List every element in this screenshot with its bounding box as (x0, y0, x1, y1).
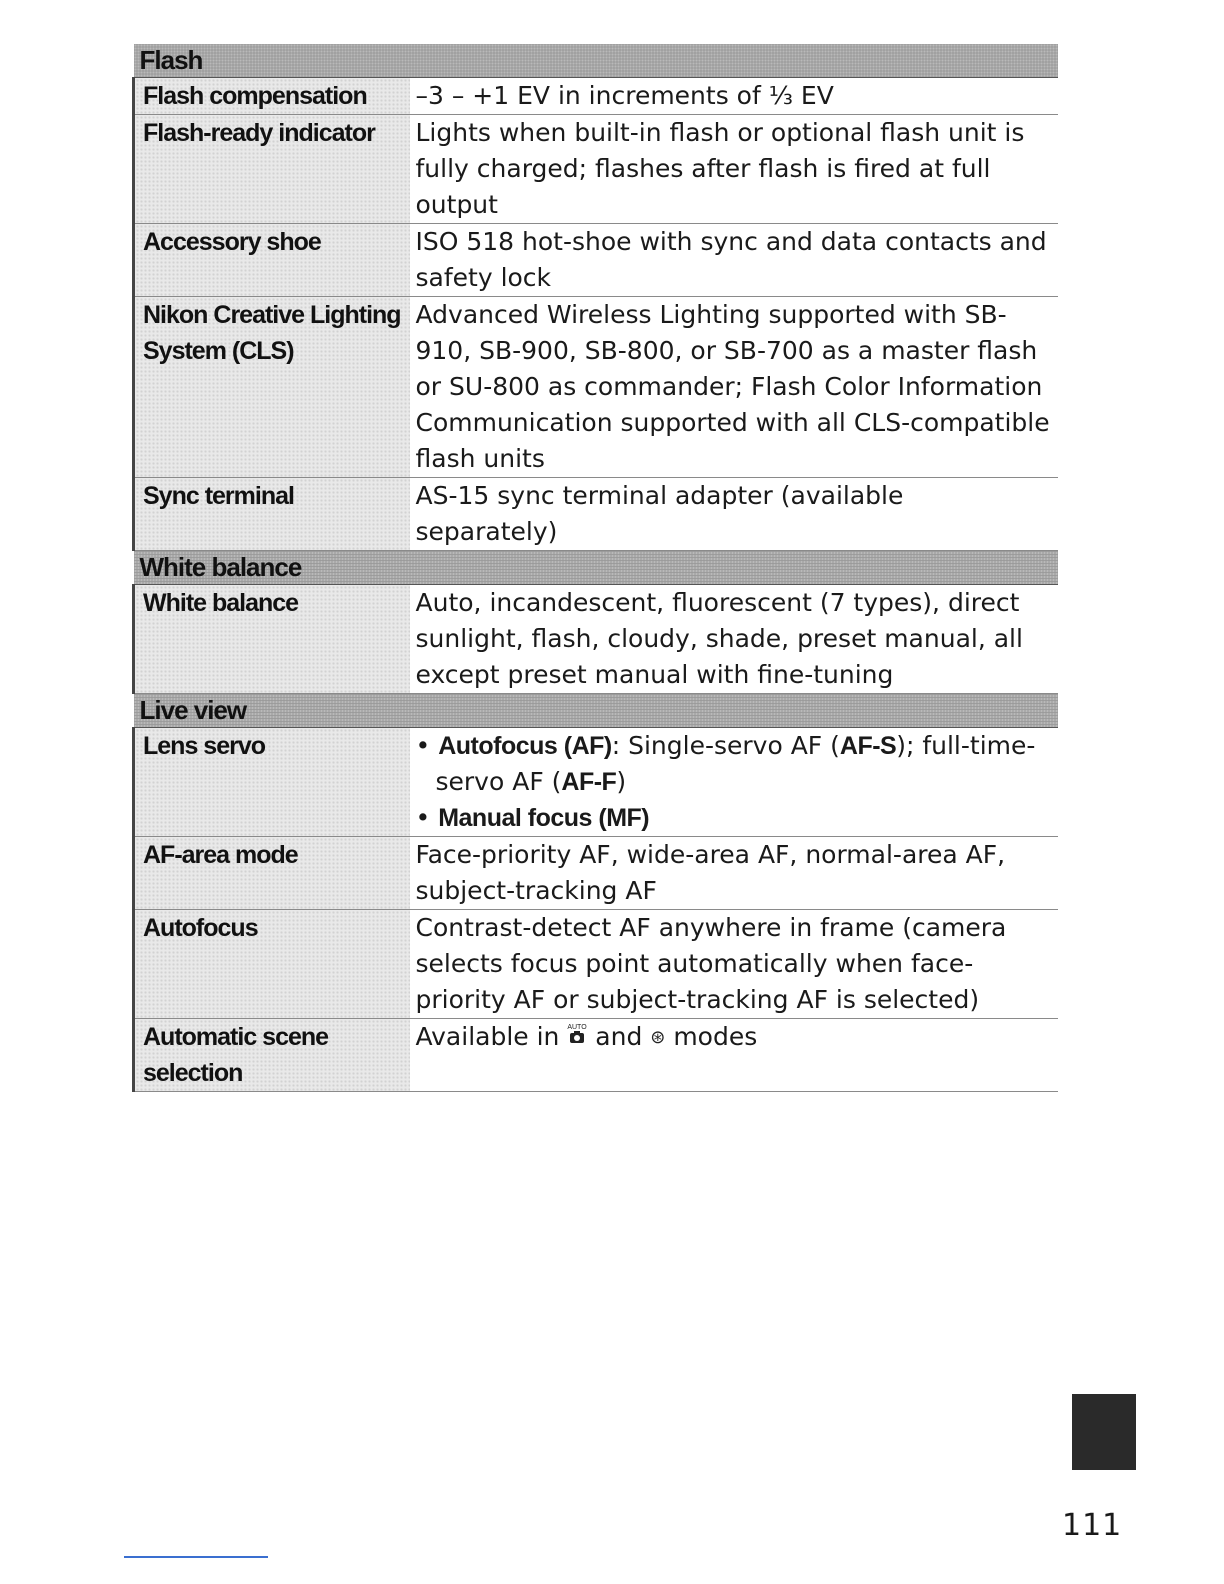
row-value: AS-15 sync terminal adapter (available separately) (410, 478, 1058, 551)
table-row (134, 585, 1058, 694)
row-label: Sync terminal (134, 478, 410, 551)
section-title: Flash (134, 44, 1058, 78)
row-value: Available in AUTO and ⊛ modes (410, 1019, 1058, 1092)
table-row (134, 1019, 1058, 1092)
page-number: 111 (1062, 1508, 1123, 1543)
row-label: Flash compensation (134, 78, 410, 115)
row-value: Face-priority AF, wide-area AF, normal-area AF, subject-tracking AF (410, 837, 1058, 910)
row-label: Automatic scene selection (134, 1019, 410, 1092)
bullet-item-autofocus: • Autofocus (AF): Single-servo AF (AF-S); full-time-servo AF (AF-F) (415, 731, 1036, 796)
row-value: Contrast-detect AF anywhere in frame (camera selects focus point automatically when face-priority AF or subject-tracking AF is selected) (410, 910, 1058, 1019)
section-header-flash (134, 44, 1058, 78)
section-header-live-view (134, 694, 1058, 728)
svg-text:AUTO: AUTO (567, 1024, 588, 1031)
row-value: Auto, incandescent, fluorescent (7 types), direct sunlight, flash, cloudy, shade, preset manual, all except preset manual with fine-tuning (410, 585, 1058, 694)
section-header-white-balance (134, 551, 1058, 585)
row-label: Lens servo (134, 728, 410, 837)
row-label: Nikon Creative Lighting System (CLS) (134, 297, 410, 478)
bullet-item-manual-focus: • Manual focus (MF) (415, 803, 650, 832)
table-row (134, 224, 1058, 297)
section-title: White balance (134, 551, 1058, 585)
table-row (134, 910, 1058, 1019)
row-label: White balance (134, 585, 410, 694)
table-row (134, 478, 1058, 551)
row-value: Advanced Wireless Lighting supported with SB-910, SB-900, SB-800, or SB-700 as a master flash or SU-800 as commander; Flash Color Information Communication supported with all CLS-compatible flash units (410, 297, 1058, 478)
row-label: Autofocus (134, 910, 410, 1019)
table-row (134, 837, 1058, 910)
spec-table (132, 44, 1058, 1092)
row-value: Lights when built-in flash or optional flash unit is fully charged; flashes after flash is fired at full output (410, 115, 1058, 224)
table-row (134, 78, 1058, 115)
table-row (134, 728, 1058, 837)
table-row (134, 115, 1058, 224)
row-value (410, 728, 1058, 837)
flash-off-icon: ⊛ (650, 1027, 666, 1048)
section-title: Live view (134, 694, 1058, 728)
section-edge-tab (1072, 1394, 1136, 1470)
footer-rule (124, 1556, 268, 1558)
table-row (134, 297, 1058, 478)
row-label: Accessory shoe (134, 224, 410, 297)
row-value: ISO 518 hot-shoe with sync and data contacts and safety lock (410, 224, 1058, 297)
row-label: AF-area mode (134, 837, 410, 910)
auto-mode-icon (567, 1020, 587, 1056)
row-label: Flash-ready indicator (134, 115, 410, 224)
row-value: –3 – +1 EV in increments of ⅓ EV (410, 78, 1058, 115)
